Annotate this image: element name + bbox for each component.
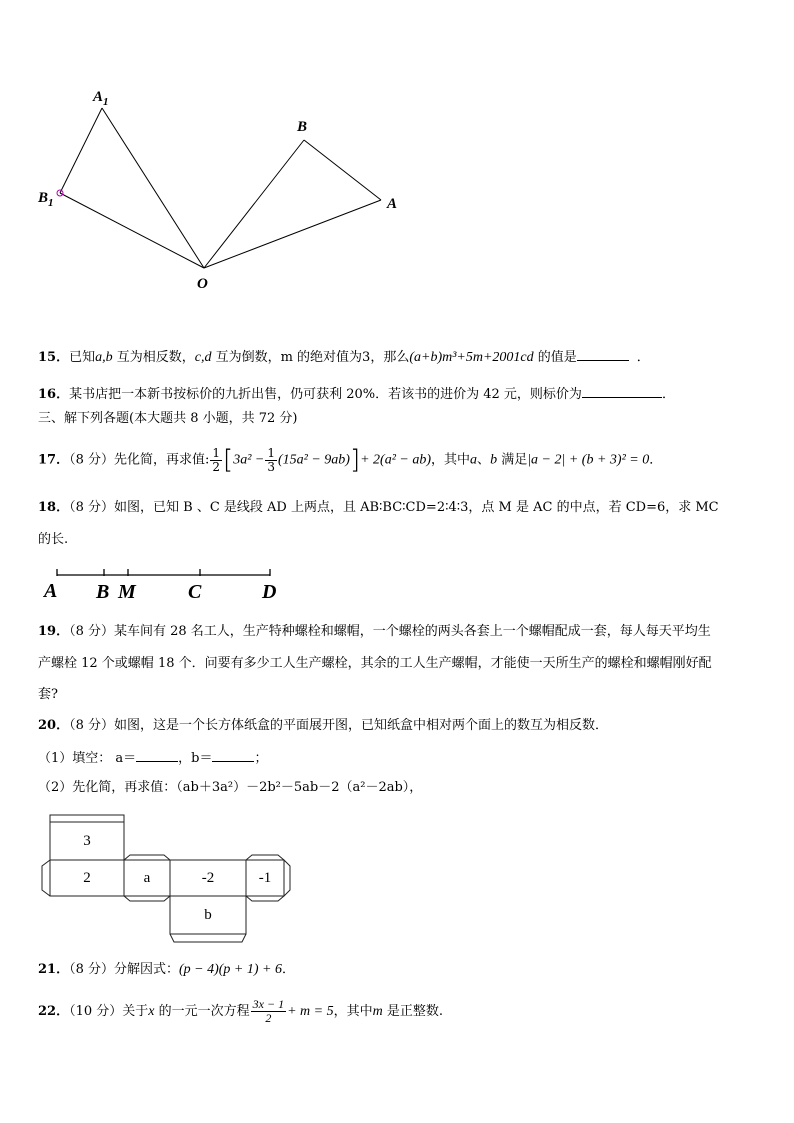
- label-b: B: [297, 119, 308, 135]
- label-a: A: [387, 196, 398, 212]
- condition: |a − 2| + (b + 3)² = 0: [527, 452, 650, 468]
- label-a1: $A_1$: [93, 89, 109, 108]
- fraction-third: $\frac{1}{3}$: [267, 445, 275, 474]
- question-number: 15．: [38, 350, 70, 365]
- net-face-right: -1: [258, 870, 272, 886]
- question-number: 19．: [38, 624, 70, 639]
- question-number: 17．: [38, 452, 70, 468]
- net-face-a: a: [143, 870, 151, 886]
- seg-label-d: D: [262, 581, 277, 603]
- question-16: 16．某书店把一本新书按标价的九折出售，仍可获利 20%．若该书的进价为 42 元，则标价为 ．: [38, 383, 675, 405]
- question-20: 20．（8 分）如图，这是一个长方体纸盒的平面展开图，已知纸盒中相对两个面上的数互为相反数．: [38, 718, 608, 733]
- question-17: 17．（8 分）先化简，再求值: $\frac{1}{2}$ [3a² − $\frac{1}{3}$ (15a² − 9ab)]+ 2(a² − ab)，其中a、b 满足|a − 2| + (b + 3)² = 0．: [38, 445, 663, 475]
- question-22: 22．（10 分）关于x 的一元一次方程 $\frac{3x - 1}{2}$ + m = 5，其中m 是正整数.: [38, 997, 443, 1025]
- seg-label-c: C: [188, 581, 202, 603]
- section-heading: 三、解下列各题(本大题共 8 小题，共 72 分): [38, 411, 298, 426]
- question-21: 21．（8 分）分解因式：(p − 4)(p + 1) + 6．: [38, 962, 296, 977]
- question-18: 18．（8 分）如图，已知 B 、C 是线段 AD 上两点，且 AB∶BC∶CD=2∶4∶3，点 M 是 AC 的中点，若 CD=6，求 MC: [38, 500, 719, 515]
- label-o: O: [197, 276, 208, 292]
- seg-label-b: B: [96, 581, 110, 603]
- question-20-part2: （2）先化简，再求值：（ab＋3a²）－2b²－5ab－2（a²－2ab），: [38, 780, 423, 795]
- question-20-part1: （1）填空： a＝ ，b＝ ；: [38, 747, 268, 769]
- question-number: 18．: [38, 500, 70, 515]
- angle-figure: [0, 0, 794, 300]
- answer-blank-b[interactable]: [212, 747, 254, 762]
- fraction: $\frac{3x - 1}{2}$: [252, 997, 285, 1025]
- expression: (p − 4)(p + 1) + 6: [179, 962, 282, 977]
- fraction-half: $\frac{1}{2}$: [212, 445, 221, 474]
- answer-blank-a[interactable]: [136, 747, 178, 762]
- segment-ba: [304, 140, 381, 200]
- question-15: 15．已知a,b 互为相反数，c,d 互为倒数，m 的绝对值为3，那么(a+b)m³+5m+2001cd 的值是 ．: [38, 346, 650, 368]
- question-18-cont: 的长.: [38, 532, 69, 547]
- net-face-mid: -2: [201, 870, 215, 886]
- question-number: 21．: [38, 962, 70, 977]
- segment-oa1: [102, 108, 204, 268]
- net-face-left: 2: [83, 870, 91, 886]
- seg-label-m: M: [118, 581, 136, 603]
- question-number: 16．: [38, 387, 70, 402]
- answer-blank[interactable]: [577, 346, 629, 361]
- segment-ob1: [60, 193, 204, 268]
- seg-label-a: A: [44, 580, 58, 602]
- question-19-cont: 产螺栓 12 个或螺帽 18 个．问要有多少工人生产螺栓，其余的工人生产螺帽，才能使一天所生产的螺栓和螺帽刚好配: [38, 656, 712, 671]
- net-face-top: 3: [83, 833, 91, 849]
- answer-blank[interactable]: [582, 383, 662, 398]
- segment-a1b1: [60, 108, 102, 193]
- net-face-bottom: b: [204, 907, 212, 923]
- question-19: 19．（8 分）某车间有 28 名工人，生产特种螺栓和螺帽，一个螺栓的两头各套上一个螺帽配成一套，每人每天平均生: [38, 624, 711, 639]
- expression: (a+b)m³+5m+2001cd: [409, 350, 534, 365]
- question-19-cont2: 套?: [38, 687, 58, 702]
- question-number: 20．: [38, 718, 70, 733]
- question-number: 22．: [38, 1004, 70, 1019]
- label-b1: $B_1$: [38, 190, 54, 209]
